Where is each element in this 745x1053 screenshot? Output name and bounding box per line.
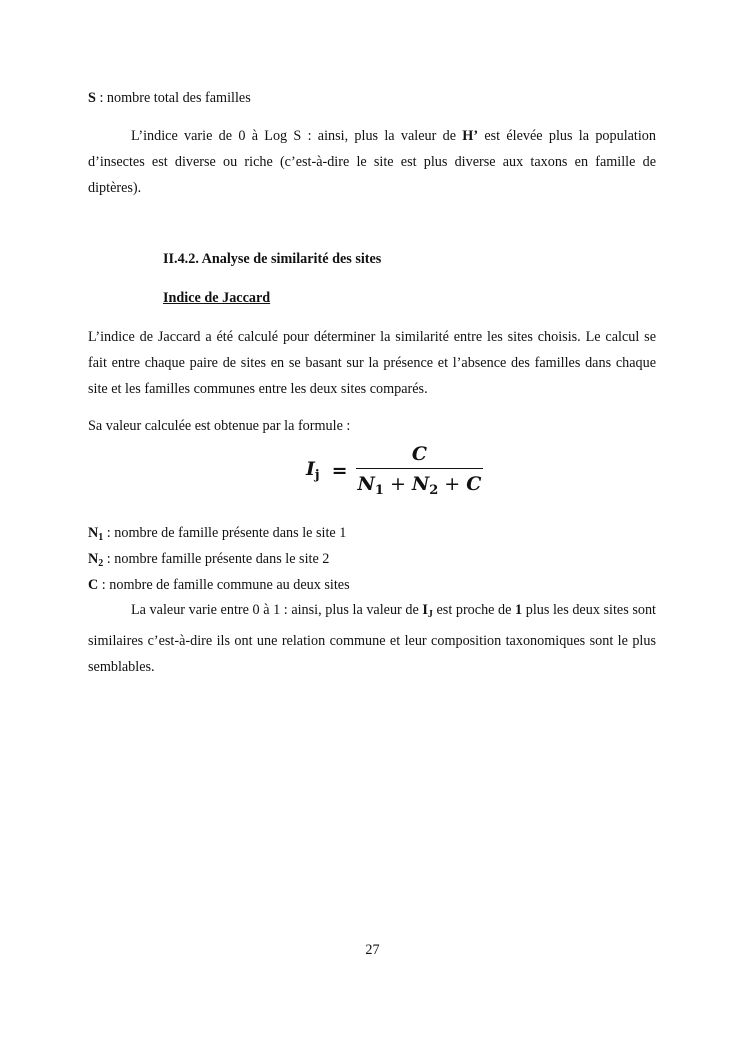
formula-numerator: C [411, 443, 427, 465]
formula-equals: = [331, 459, 348, 482]
subsection-heading: Indice de Jaccard [163, 290, 271, 306]
symbol-s: S [88, 90, 96, 106]
paragraph-text: L’indice varie de 0 à Log S : ainsi, plus la valeur de [131, 128, 463, 144]
jaccard-formula [306, 443, 483, 498]
paragraph-text: est élevée plus la population d’insectes est diverse ou riche (c’est-à-dire le site est plus diverse aux taxons en famille de diptères). [88, 128, 656, 196]
section-heading: II.4.2. Analyse de similarité des sites [163, 251, 382, 267]
paragraph-formula-intro: Sa valeur calculée est obtenue par la formule : [88, 418, 351, 434]
paragraph-jaccard: L’indice de Jaccard a été calculé pour déterminer la similarité entre les sites choisis. Le calcul se fait entre chaque paire de sites en se basant sur la présence et l’absence des familles dans chaque site et les familles communes entre les deux sites comparés. [88, 329, 656, 397]
formula-lhs: $I_j$ [306, 458, 320, 483]
definition-s [88, 85, 656, 111]
formula-denominator: $N_1 + N_2 + C$ [356, 468, 484, 498]
definition-n1: $N_1$ : nombre de famille présente dans le site 1 [88, 525, 347, 543]
definition-s-text: : nombre total des familles [95, 90, 251, 106]
symbol-h: H’ [462, 128, 479, 144]
paragraph-interpretation: La valeur varie entre 0 à 1 : ainsi, plus la valeur de $I_J$ est proche de 1 plus les deux sites sont similaires c’est-à-dire ils ont une relation commune et leur composition taxonomiques sont le plus semblables. [88, 602, 656, 675]
paragraph-shannon [88, 123, 656, 201]
definition-c: C : nombre de famille commune au deux sites [88, 577, 350, 593]
page-number: 27 [365, 942, 380, 958]
definition-n2: $N_2$ : nombre famille présente dans le site 2 [88, 551, 330, 569]
formula-fraction [356, 443, 484, 498]
